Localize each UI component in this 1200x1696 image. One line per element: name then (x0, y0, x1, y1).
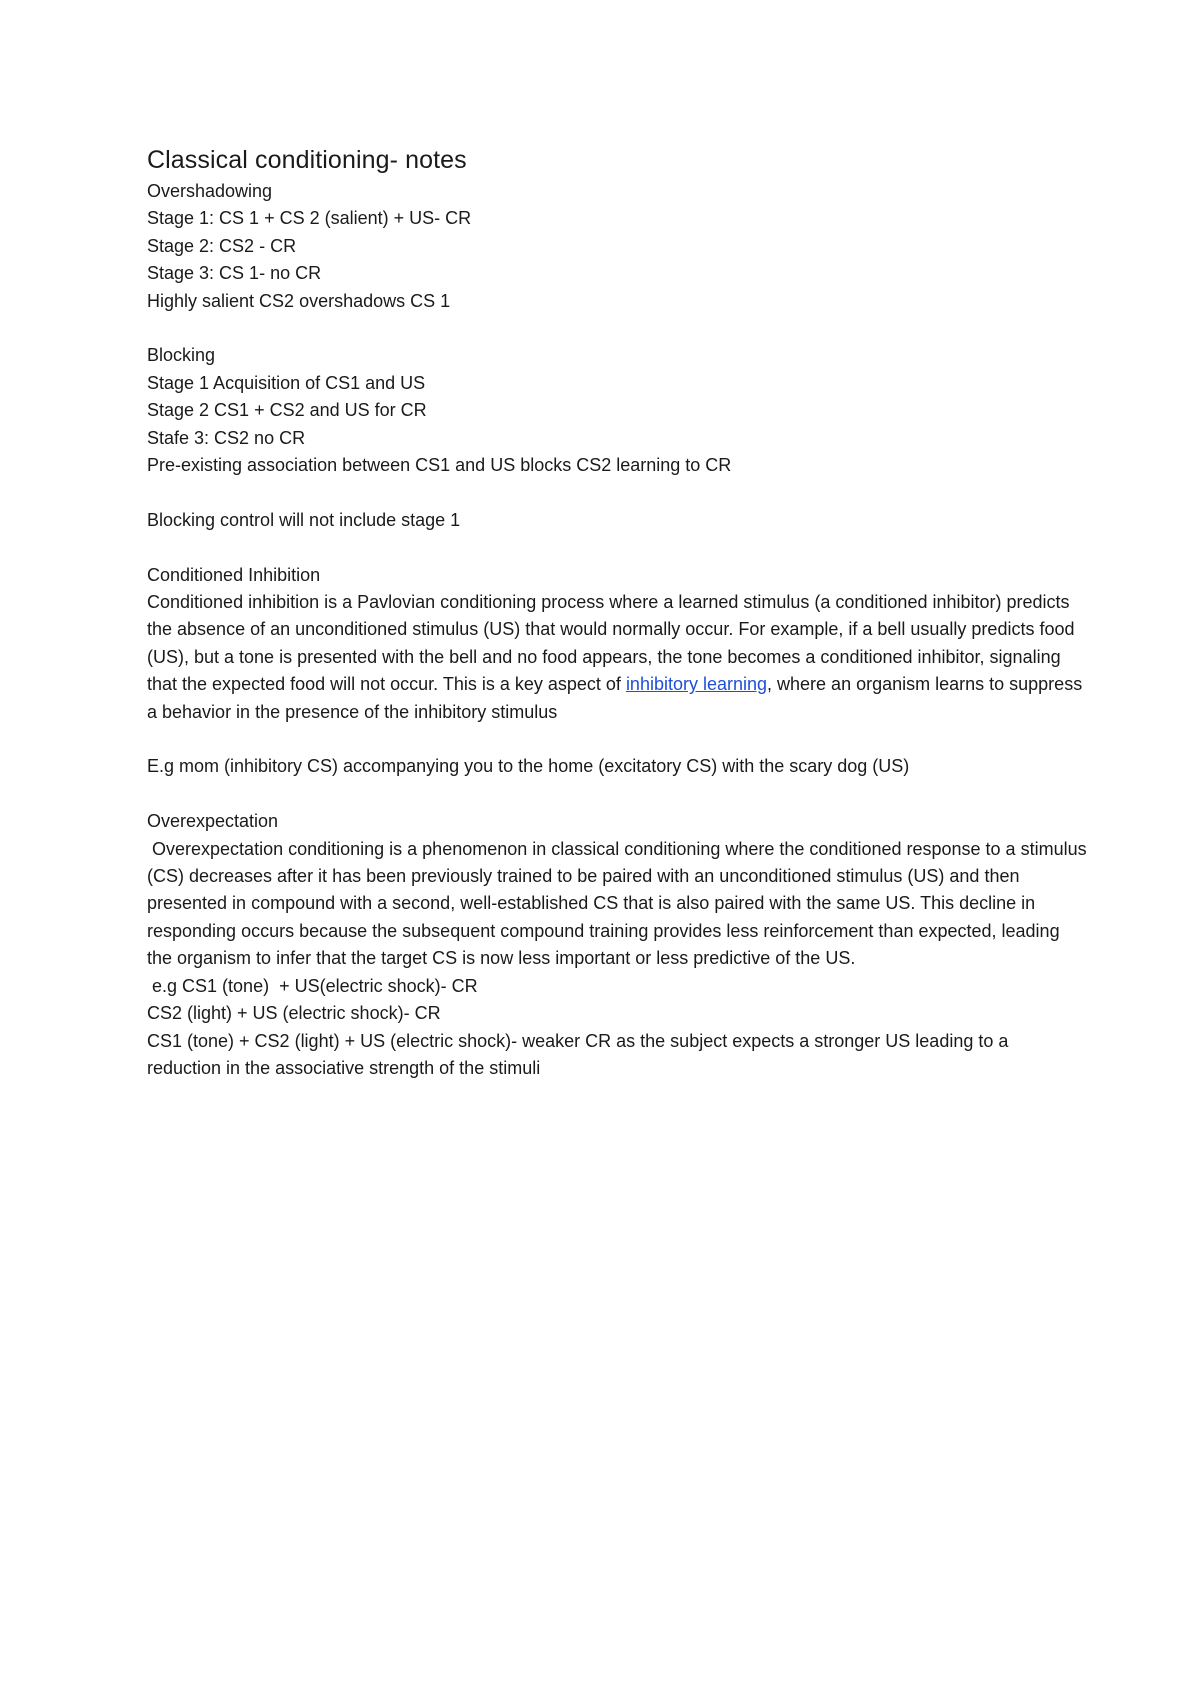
spacer (147, 315, 1087, 342)
blocking-stage-1: Stage 1 Acquisition of CS1 and US (147, 372, 426, 393)
overexpectation-paragraph: Overexpectation conditioning is a phenomenon in classical conditioning where the conditioned response to a stimulus (CS) decreases after it has been previously trained to be paired with an unconditioned stimulus (US) and then presented in compound with a second, well-established CS that is also paired with the same US. This decline in responding occurs because the subsequent compound training provides less reinforcement than expected, leading the organism to infer that the target CS is now less important or less predictive of the US. (147, 838, 1092, 969)
conditioned-inhibition-paragraph (147, 589, 1087, 726)
overexpectation-example-1: e.g CS1 (tone) + US(electric shock)- CR (147, 975, 478, 996)
conditioned-inhibition-text-end: , where an organism learns to suppress a behavior in the presence of the inhibitory stimulus (147, 674, 1083, 722)
spacer (147, 534, 1087, 561)
overshadowing-heading: Overshadowing (147, 181, 273, 201)
blocking-heading: Blocking (147, 345, 216, 366)
blocking-control-note: Blocking control will not include stage 1 (147, 509, 461, 530)
blocking-section (147, 342, 1087, 534)
spacer (147, 781, 1087, 808)
conditioned-inhibition-text-start: Conditioned inhibition is a Pavlovian conditioning process where a learned stimulus (a conditioned inhibitor) predicts the absence of an unconditioned stimulus (US) that would normally occur. For example, if a bell usually predicts food (US), but a tone is presented with the bell and no food appears, the tone becomes a conditioned inhibitor, signaling that the expected food will not occur. This is a key aspect of (147, 592, 1075, 695)
overexpectation-example-3: CS1 (tone) + CS2 (light) + US (electric shock)- weaker CR as the subject expects a stronger US leading to a reduction in the associative strength of the stimuli (147, 1030, 1009, 1078)
overexpectation-section (147, 808, 1092, 1082)
conditioned-inhibition-example: E.g mom (inhibitory CS) accompanying you to the home (excitatory CS) with the scary dog (US) (147, 756, 910, 777)
overshadowing-stage-3: Stage 3: CS 1- no CR (147, 263, 322, 284)
overshadowing-section (147, 178, 1087, 315)
document-body (147, 142, 1092, 1082)
overexpectation-heading: Overexpectation (147, 811, 279, 832)
overshadowing-stage-1: Stage 1: CS 1 + CS 2 (salient) + US- CR (147, 208, 472, 229)
spacer (147, 726, 1087, 753)
document-title: Classical conditioning- notes (147, 146, 467, 174)
conditioned-inhibition-section (147, 562, 1087, 781)
blocking-summary: Pre-existing association between CS1 and US blocks CS2 learning to CR (147, 455, 732, 476)
overshadowing-summary: Highly salient CS2 overshadows CS 1 (147, 290, 451, 311)
conditioned-inhibition-heading: Conditioned Inhibition (147, 564, 321, 585)
spacer (147, 479, 1087, 506)
inhibitory-learning-link[interactable]: inhibitory learning (625, 674, 768, 695)
overshadowing-stage-2: Stage 2: CS2 - CR (147, 235, 297, 256)
blocking-stage-3: Stafe 3: CS2 no CR (147, 427, 306, 448)
blocking-stage-2: Stage 2 CS1 + CS2 and US for CR (147, 400, 427, 421)
overexpectation-example-2: CS2 (light) + US (electric shock)- CR (147, 1003, 441, 1024)
